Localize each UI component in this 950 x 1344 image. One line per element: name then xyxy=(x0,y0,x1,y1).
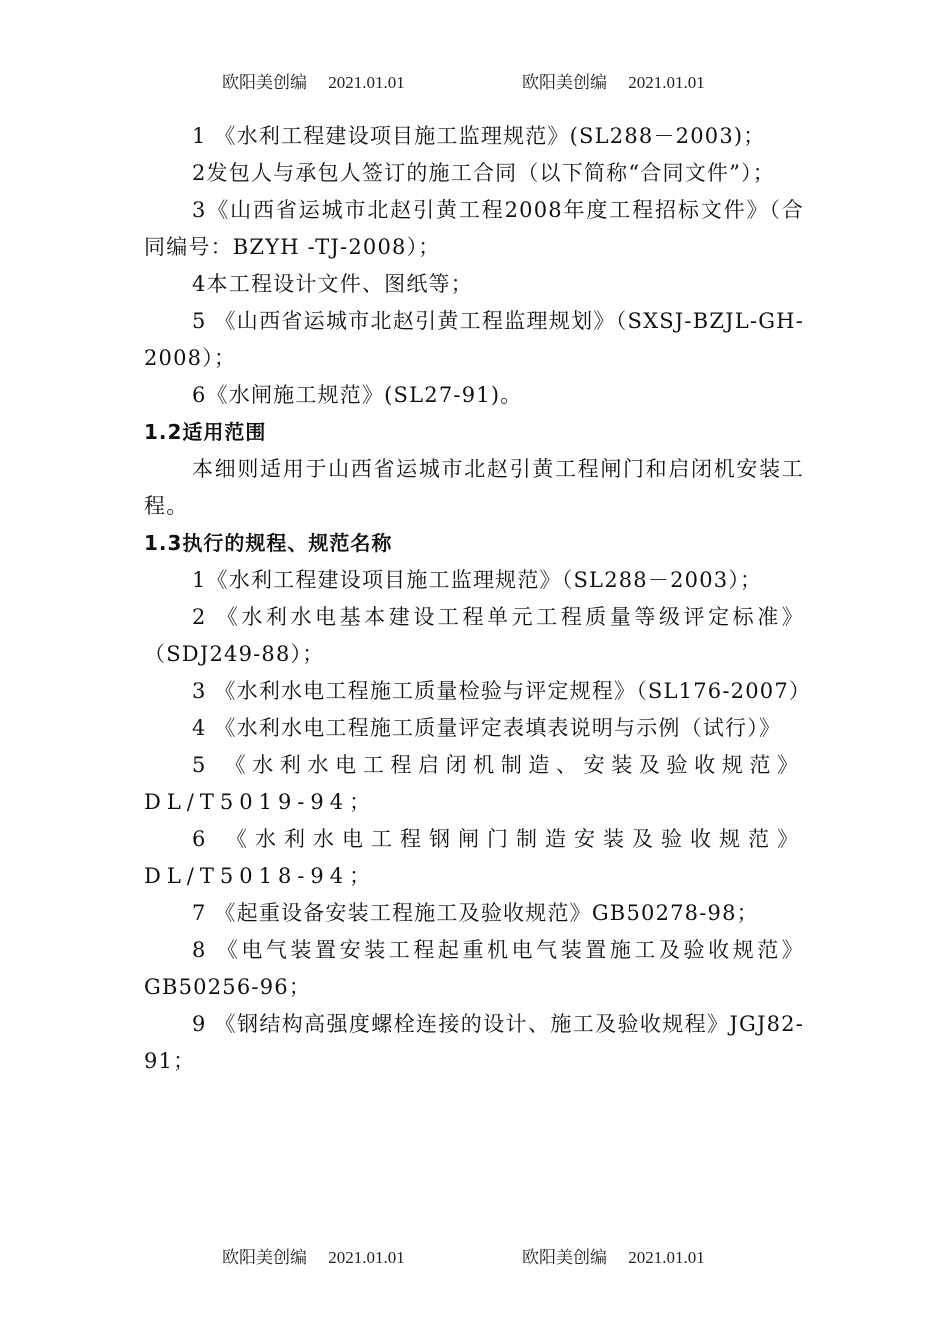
standard-item: 3 《水利水电工程施工质量检验与评定规程》（SL176-2007） xyxy=(192,679,812,703)
section-heading-standards: 1.3执行的规程、规范名称 xyxy=(144,531,393,555)
section-heading-scope: 1.2适用范围 xyxy=(144,420,267,444)
footer-right: 欧阳美创编 2021.01.01 xyxy=(522,1248,705,1267)
basis-item: 2发包人与承包人签订的施工合同（以下简称“合同文件”）； xyxy=(192,161,775,185)
standard-item: 8 《电气装置安装工程起重机电气装置施工及验收规范》GB50256-96； xyxy=(144,938,804,999)
page-header xyxy=(0,68,950,98)
standard-item: 1《水利工程建设项目施工监理规范》（SL288－2003）； xyxy=(192,568,763,592)
standard-item: 7 《起重设备安装工程施工及验收规范》GB50278-98； xyxy=(192,901,759,925)
basis-item: 4本工程设计文件、图纸等； xyxy=(192,272,473,296)
standard-item: 5 《水利水电工程启闭机制造、安装及验收规范》DL/T5019-94； xyxy=(144,753,804,814)
header-right: 欧阳美创编 2021.01.01 xyxy=(522,73,705,92)
standard-item: 2 《水利水电基本建设工程单元工程质量等级评定标准》（SDJ249-88）； xyxy=(144,605,804,666)
document-body xyxy=(144,118,812,1080)
basis-item: 1 《水利工程建设项目施工监理规范》(SL288－2003)； xyxy=(192,124,766,148)
standard-item: 4 《水利水电工程施工质量评定表填表说明与示例（试行）》 xyxy=(192,716,782,740)
standard-item: 6 《水利水电工程钢闸门制造安装及验收规范》DL/T5018-94； xyxy=(144,827,804,888)
basis-item: 5 《山西省运城市北赵引黄工程监理规划》（SXSJ-BZJL-GH-2008）； xyxy=(144,309,804,370)
basis-item: 6《水闸施工规范》(SL27-91)。 xyxy=(192,383,523,407)
basis-item: 3《山西省运城市北赵引黄工程2008年度工程招标文件》（合同编号：BZYH -TJ-2008）； xyxy=(144,198,804,259)
scope-paragraph: 本细则适用于山西省运城市北赵引黄工程闸门和启闭机安装工程。 xyxy=(144,457,804,518)
standard-item: 9 《钢结构高强度螺栓连接的设计、施工及验收规程》JGJ82-91； xyxy=(144,1012,804,1073)
header-left: 欧阳美创编 2021.01.01 xyxy=(222,73,405,92)
page-footer xyxy=(0,1243,950,1273)
footer-left: 欧阳美创编 2021.01.01 xyxy=(222,1248,405,1267)
